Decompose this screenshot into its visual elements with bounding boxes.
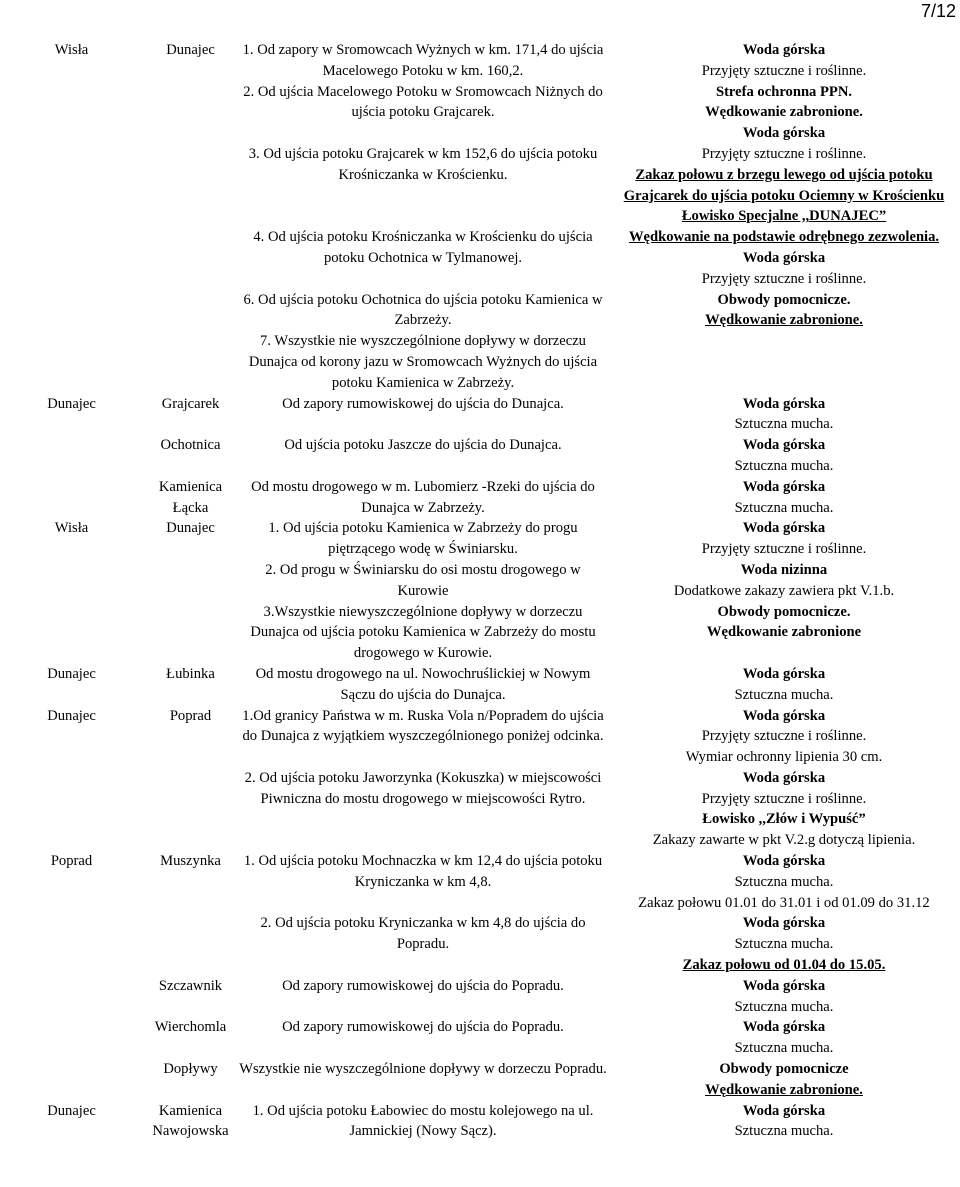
basin-cell [0,435,143,477]
table-row [0,706,960,852]
regulation-entry: Sztuczna mucha. [734,936,834,953]
regulation-entry: Przyjęty sztuczne i roślinne. [701,62,867,79]
section-entry: 3.Wszystkie niewyszczególnione dopływy w dorzeczu Dunajca od ujścia potoku Kamienica w Zabrzeży do mostu drogowego w Kurowie. [250,603,596,662]
section-entry: 7. Wszystkie nie wyszczególnione dopływy w dorzeczu Dunajca od korony jazu w Sromowcach Wyżnych do ujścia potoku Kamienica w Zabrzeży. [248,333,598,391]
section-cell [238,435,608,477]
water-body-cell: Łubinka [166,665,215,682]
section-entry: 1.Od granicy Państwa w m. Ruska Vola n/Popradem do ujścia do Dunajca z wyjątkiem wyszczególnionego poniżej odcinka. [242,707,604,745]
regulation-entry: Sztuczna mucha. [734,416,834,433]
section-entry: 2. Od ujścia potoku Jaworzynka (Kokuszka) w miejscowości Piwniczna do mostu drogowego w miejscowości Rytro. [244,769,602,807]
regulation-entry: Wędkowanie na podstawie odrębnego zezwolenia. [628,229,940,246]
regulation-entry: Sztuczna mucha. [734,998,834,1015]
basin-cell: Wisła [54,520,89,537]
regulation-entry: Woda górska [742,249,826,266]
regulation-entry: Zakaz połowu 01.01 do 31.01 i od 01.09 do 31.12 [638,894,930,911]
section-cell [238,851,608,976]
page-number: 7/12 [920,1,956,21]
section-entry: 6. Od ujścia potoku Ochotnica do ujścia potoku Kamienica w Zabrzeży. [243,291,603,329]
basin-cell [0,976,143,1018]
regulation-entry: Wymiar ochronny lipienia 30 cm. [685,749,883,766]
water-body-cell: Wierchomla [154,1019,227,1036]
regulation-entry: Wędkowanie zabronione. [705,312,863,329]
table-row [0,435,960,477]
regulation-entry: Woda górska [742,395,826,412]
section-entry: Od ujścia potoku Jaszcze do ujścia do Dunajca. [284,437,562,454]
table-row [0,976,960,1018]
regulation-entry: Sztuczna mucha. [734,686,834,703]
table-row [0,40,960,394]
water-body-cell: Dopływy [163,1061,218,1078]
water-body-cell: Kamienica Łącka [158,478,223,516]
regulation-cell [608,1017,960,1059]
regulation-entry: Wędkowanie zabronione [706,624,862,641]
water-body-cell: Dunajec [166,42,215,58]
basin-cell: Dunajec [47,707,96,724]
section-entry: 1. Od ujścia potoku Mochnaczka w km 12,4 do ujścia potoku Kryniczanka w km 4,8. [243,853,603,890]
table-row [0,851,960,976]
regulation-entry: Łowisko ,,Złów i Wypuść” [702,811,866,828]
regulation-entry: Woda górska [742,665,826,682]
regulation-entry: Obwody pomocnicze [719,1061,849,1078]
table-row [0,1017,960,1059]
regulation-entry: Sztuczna mucha. [734,1123,834,1140]
regulation-entry: Woda nizinna [740,561,828,578]
section-cell [238,664,608,706]
regulation-entry: Woda górska [742,769,826,786]
regulation-entry: Woda górska [742,853,826,870]
basin-cell: Dunajec [47,395,96,412]
water-body-cell: Grajcarek [161,395,220,412]
section-entry: Od mostu drogowego w m. Lubomierz -Rzeki do ujścia do Dunajca w Zabrzeży. [251,478,595,516]
regulation-entry: Woda górska [742,707,826,724]
regulation-entry: Woda górska [742,1019,826,1036]
section-cell [238,976,608,1018]
regulation-entry: Przyjęty sztuczne i roślinne. [701,790,867,807]
table-row [0,394,960,436]
fishing-regulations-table [0,40,960,1142]
water-body-cell: Kamienica Nawojowska [152,1102,229,1140]
table-row [0,518,960,664]
section-entry: 1. Od ujścia potoku Kamienica w Zabrzeży do progu piętrzącego wodę w Świniarsku. [268,520,578,558]
water-body-cell: Dunajec [166,520,215,537]
regulation-cell [608,1059,960,1101]
section-cell [238,40,608,394]
section-entry: Od zapory rumowiskowej do ujścia do Popradu. [282,977,564,994]
section-cell [238,1017,608,1059]
table-row [0,664,960,706]
regulation-entry: Przyjęty sztuczne i roślinne. [701,145,867,162]
regulation-entry: Woda górska [742,437,826,454]
section-cell [238,518,608,664]
section-cell [238,394,608,436]
regulation-entry: Dodatkowe zakazy zawiera pkt V.1.b. [673,582,895,599]
regulation-entry: Woda górska [742,977,826,994]
table-row [0,1059,960,1101]
regulation-cell [608,1101,960,1143]
regulation-entry: Sztuczna mucha. [734,499,834,516]
section-entry: 1. Od zapory w Sromowcach Wyżnych w km. 171,4 do ujścia Macelowego Potoku w km. 160,2. [242,42,604,79]
regulation-entry: Zakaz połowu od 01.04 do 15.05. [682,957,886,974]
table-row [0,477,960,519]
basin-cell [0,1059,143,1101]
regulation-cell [608,40,960,394]
regulation-entry: Woda górska [742,125,826,142]
section-entry: Od mostu drogowego na ul. Nowochruślickiej w Nowym Sączu do ujścia do Dunajca. [255,665,591,703]
section-cell [238,1101,608,1143]
basin-cell: Poprad [50,853,93,870]
regulation-entry: Woda górska [742,478,826,495]
regulation-entry: Zakaz połowu z brzegu lewego od ujścia potoku Grajcarek do ujścia potoku Ociemny w Krościenku [623,166,945,204]
regulation-cell [608,851,960,976]
regulation-entry: Obwody pomocnicze. [717,603,851,620]
regulation-entry: Sztuczna mucha. [734,457,834,474]
regulation-entry: Przyjęty sztuczne i roślinne. [701,541,867,558]
basin-cell: Dunajec [47,665,96,682]
basin-cell: Wisła [54,42,89,58]
water-body-cell: Ochotnica [160,437,221,454]
regulation-entry: Zakazy zawarte w pkt V.2.g dotyczą lipienia. [652,832,916,849]
section-cell [238,1059,608,1101]
table-row [0,1101,960,1143]
section-entry: Od zapory rumowiskowej do ujścia do Popradu. [282,1019,564,1036]
section-entry: 1. Od ujścia potoku Łabowiec do mostu kolejowego na ul. Jamnickiej (Nowy Sącz). [252,1102,594,1140]
water-body-cell: Szczawnik [158,977,223,994]
regulation-entry: Sztuczna mucha. [734,873,834,890]
regulation-entry: Przyjęty sztuczne i roślinne. [701,728,867,745]
regulation-entry: Woda górska [742,42,826,58]
water-body-cell: Muszynka [160,853,221,870]
section-entry: 3. Od ujścia potoku Grajcarek w km 152,6 do ujścia potoku Krośniczanka w Krościenku. [248,145,598,183]
basin-cell [0,477,143,519]
basin-cell: Dunajec [47,1102,96,1119]
regulation-entry: Łowisko Specjalne ,,DUNAJEC” [681,208,887,225]
regulation-entry: Woda górska [742,915,826,932]
regulation-entry: Przyjęty sztuczne i roślinne. [701,270,867,287]
regulation-cell [608,706,960,852]
regulation-entry: Woda górska [742,520,826,537]
regulation-entry: Wędkowanie zabronione. [705,104,863,121]
water-body-cell: Poprad [169,707,212,724]
section-entry: 2. Od ujścia potoku Kryniczanka w km 4,8 do ujścia do Popradu. [260,915,586,953]
basin-cell [0,1017,143,1059]
section-entry: 4. Od ujścia potoku Krośniczanka w Krościenku do ujścia potoku Ochotnica w Tylmanowej. [253,229,593,266]
regulation-entry: Woda górska [742,1102,826,1119]
regulation-cell [608,394,960,436]
regulation-entry: Sztuczna mucha. [734,1040,834,1057]
regulation-cell [608,518,960,664]
section-entry: 2. Od ujścia Macelowego Potoku w Sromowcach Niżnych do ujścia potoku Grajcarek. [243,83,603,121]
regulation-entry: Obwody pomocnicze. [717,291,851,308]
regulation-cell [608,477,960,519]
section-entry: 2. Od progu w Świniarsku do osi mostu drogowego w Kurowie [265,561,581,599]
regulation-cell [608,976,960,1018]
regulation-cell [608,435,960,477]
regulation-entry: Wędkowanie zabronione. [705,1081,863,1098]
section-cell [238,477,608,519]
section-entry: Wszystkie nie wyszczególnione dopływy w dorzeczu Popradu. [239,1061,607,1078]
regulation-entry: Strefa ochronna PPN. [715,83,853,100]
section-entry: Od zapory rumowiskowej do ujścia do Dunajca. [282,395,564,412]
regulation-cell [608,664,960,706]
section-cell [238,706,608,852]
